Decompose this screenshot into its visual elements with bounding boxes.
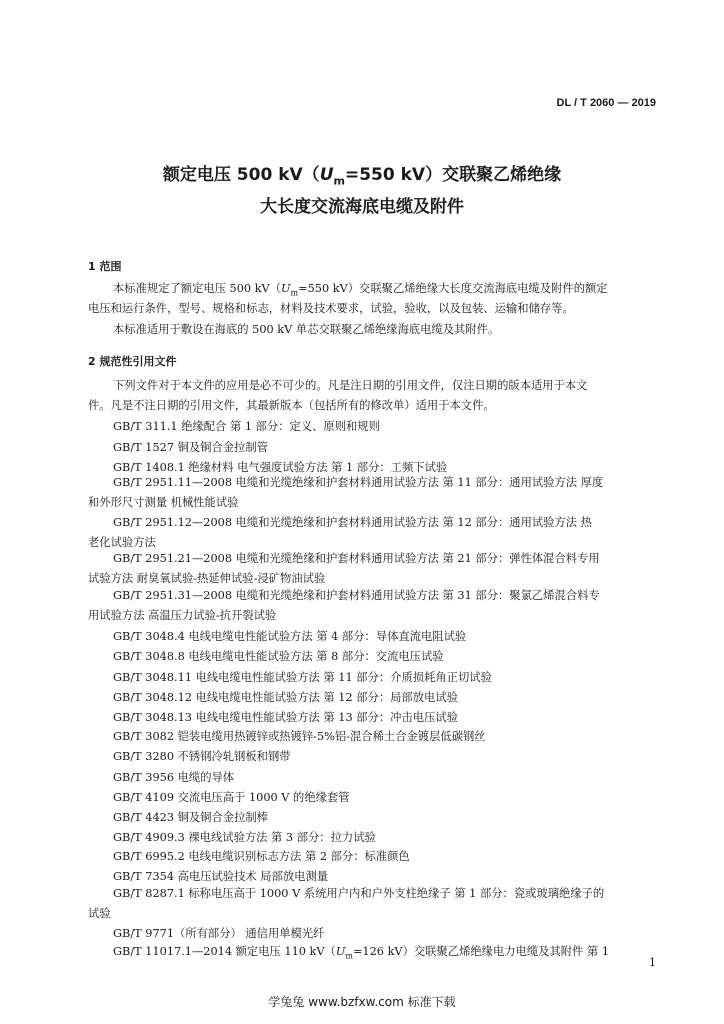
reference-item: GB/T 1527 铜及铜合金拉制管 xyxy=(113,441,268,454)
section-1-paragraph-1: 本标准规定了额定电压 500 $kV(U_m=550$ kV）交联聚乙烯绝缘大长度交流海底电缆及附件的额定 xyxy=(113,282,608,298)
reference-item: GB/T 3048.12 电线电缆电性能试验方法 第 12 部分：局部放电试验 xyxy=(113,691,458,704)
reference-item-cont: 试验 xyxy=(88,907,111,920)
reference-item-cont: 试验方法 耐臭氧试验-热延伸试验-浸矿物油试验 xyxy=(88,572,326,585)
page-number: 1 xyxy=(649,956,656,969)
reference-item: GB/T 3048.8 电线电缆电性能试验方法 第 8 部分：交流电压试验 xyxy=(113,650,444,663)
reference-item: GB/T 6995.2 电线电缆识别标志方法 第 2 部分：标准颜色 xyxy=(113,850,410,863)
section-1-heading: 1 范围 xyxy=(88,260,122,273)
title-line-2: 大长度交流海底电缆及附件 xyxy=(260,197,464,217)
reference-item: GB/T 2951.11—2008 电缆和光缆绝缘和护套材料通用试验方法 第 11 部分：通用试验方法 厚度 xyxy=(113,476,604,489)
reference-item: GB/T 3048.4 电线电缆电性能试验方法 第 4 部分：导体直流电阻试验 xyxy=(113,630,467,643)
reference-item-cont: 用试验方法 高温压力试验-抗开裂试验 xyxy=(88,609,277,622)
reference-item: GB/T 8287.1 标称电压高于 1000 V 系统用户内和户外支柱绝缘子 第 1 部分：瓷或玻璃绝缘子的 xyxy=(113,887,605,900)
reference-item: GB/T 3048.11 电线电缆电性能试验方法 第 11 部分：介质损耗角正切试验 xyxy=(113,671,492,684)
reference-item: GB/T 1408.1 绝缘材料 电气强度试验方法 第 1 部分：工频下试验 xyxy=(113,461,448,474)
section-1-paragraph-1-cont: 电压和运行条件，型号、规格和标志，材料及技术要求，试验，验收，以及包装、运输和储存等。 xyxy=(88,302,574,315)
reference-item-cont: 和外形尺寸测量 机械性能试验 xyxy=(88,496,239,509)
reference-item: GB/T 311.1 绝缘配合 第 1 部分：定义、原则和规则 xyxy=(113,420,380,433)
reference-item: GB/T 11017.1—2014 额定电压 110 $kV(U_m=126$ kV）交联聚乙烯绝缘电力电缆及其附件 第 1 xyxy=(113,945,610,961)
reference-item: GB/T 2951.31—2008 电缆和光缆绝缘和护套材料通用试验方法 第 31 部分：聚氯乙烯混合料专 xyxy=(113,589,600,602)
section-1-paragraph-2: 本标准适用于敷设在海底的 500 kV 单芯交联聚乙烯绝缘海底电缆及其附件。 xyxy=(113,323,500,336)
reference-item: GB/T 7354 高电压试验技术 局部放电测量 xyxy=(113,870,329,883)
section-2-heading: 2 规范性引用文件 xyxy=(88,355,177,368)
reference-item-cont: 老化试验方法 xyxy=(88,536,156,549)
reference-item: GB/T 3048.13 电线电缆电性能试验方法 第 13 部分：冲击电压试验 xyxy=(113,711,458,724)
document-number: DL / T 2060 — 2019 xyxy=(556,97,656,109)
reference-item: GB/T 3082 铠装电缆用热镀锌或热镀锌-5%铝-混合稀土合金镀层低碳钢丝 xyxy=(113,730,486,743)
reference-item: GB/T 4423 铜及铜合金拉制棒 xyxy=(113,811,268,824)
title-line-1: 额定电压 500 $kV(U_m=550$ kV）交联聚乙烯绝缘 xyxy=(162,165,562,188)
reference-item: GB/T 4109 交流电压高于 1000 V 的绝缘套管 xyxy=(113,791,350,804)
reference-item: GB/T 3956 电缆的导体 xyxy=(113,771,235,784)
reference-item: GB/T 9771（所有部分） 通信用单模光纤 xyxy=(113,927,325,940)
reference-item: GB/T 3280 不锈钢冷轧钢板和钢带 xyxy=(113,750,291,763)
footer-watermark: 学兔兔 www.bzfxw.com 标准下载 xyxy=(268,995,456,1009)
section-2-intro: 下列文件对于本文件的应用是必不可少的。凡是注日期的引用文件，仅注日期的版本适用于本文 xyxy=(113,379,588,392)
reference-item: GB/T 2951.21—2008 电缆和光缆绝缘和护套材料通用试验方法 第 21 部分：弹性体混合料专用 xyxy=(113,552,600,565)
reference-item: GB/T 2951.12—2008 电缆和光缆绝缘和护套材料通用试验方法 第 12 部分：通用试验方法 热 xyxy=(113,516,592,529)
reference-item: GB/T 4909.3 裸电线试验方法 第 3 部分：拉力试验 xyxy=(113,831,376,844)
section-2-intro-cont: 件。凡是不注日期的引用文件，其最新版本（包括所有的修改单）适用于本文件。 xyxy=(88,399,495,412)
